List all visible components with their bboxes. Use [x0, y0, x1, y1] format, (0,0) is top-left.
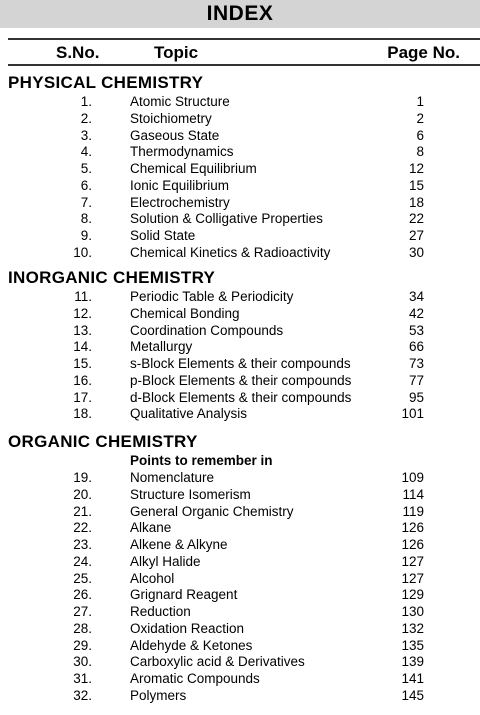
index-row: [0, 161, 480, 178]
row-number: 26.: [73, 587, 92, 603]
row-topic: Atomic Structure: [130, 94, 230, 109]
row-topic: Alcohol: [130, 570, 175, 586]
row-topic: Polymers: [130, 687, 187, 703]
row-page: 141: [401, 671, 424, 686]
index-row: [0, 373, 480, 390]
header-sno: S.No.: [56, 43, 100, 62]
row-page: 139: [401, 654, 424, 670]
row-number: 10.: [73, 244, 92, 260]
row-page: 73: [408, 356, 424, 371]
row-number: 25.: [73, 570, 92, 586]
index-row: [0, 178, 480, 195]
row-page: 6: [416, 127, 424, 143]
row-number: 11.: [74, 289, 92, 304]
row-page: 30: [408, 244, 424, 260]
row-page: 135: [401, 637, 424, 653]
row-topic: Alkyl Halide: [130, 553, 201, 569]
index-row: [0, 111, 480, 128]
row-number: 2.: [80, 110, 92, 126]
row-number: 27.: [73, 604, 92, 619]
row-page: 119: [402, 503, 424, 519]
row-topic: Stoichiometry: [130, 110, 212, 126]
index-row: [0, 504, 480, 521]
row-number: 9.: [80, 228, 92, 243]
index-row: [0, 520, 480, 537]
index-row: [0, 128, 480, 145]
row-number: 15.: [73, 356, 92, 371]
index-row: [0, 470, 480, 487]
row-page: 8: [416, 144, 424, 160]
row-number: 7.: [80, 194, 92, 210]
row-topic: p-Block Elements & their compounds: [130, 372, 352, 388]
row-number: 16.: [73, 372, 92, 388]
row-topic: Chemical Kinetics & Radioactivity: [130, 244, 331, 260]
row-page: 66: [408, 339, 424, 355]
row-number: 18.: [73, 406, 92, 422]
row-page: 42: [408, 305, 424, 321]
row-number: 32.: [73, 687, 92, 703]
row-topic: Grignard Reagent: [130, 587, 238, 603]
index-row: [0, 688, 480, 705]
index-row: [0, 211, 480, 228]
index-row: [0, 323, 480, 340]
row-topic: Qualitative Analysis: [130, 406, 248, 422]
row-page: 15: [408, 177, 424, 193]
index-row: [0, 406, 480, 423]
index-row: [0, 638, 480, 655]
index-row: [0, 356, 480, 373]
index-row: [0, 654, 480, 671]
row-topic: Alkane: [130, 520, 172, 536]
index-title-bar: [0, 0, 480, 28]
index-row: [0, 487, 480, 504]
row-topic: Chemical Bonding: [130, 305, 240, 321]
row-topic: Chemical Equilibrium: [130, 161, 257, 176]
row-page: 126: [401, 537, 424, 552]
row-number: 13.: [73, 322, 92, 338]
row-number: 19.: [73, 470, 92, 485]
row-topic: Ionic Equilibrium: [130, 177, 230, 193]
row-page: 145: [401, 687, 424, 703]
row-page: 1: [416, 94, 424, 109]
row-page: 53: [408, 322, 424, 338]
row-number: 14.: [73, 339, 92, 355]
row-number: 21.: [73, 503, 92, 519]
row-topic: Structure Isomerism: [130, 486, 251, 502]
row-topic: s-Block Elements & their compounds: [130, 356, 351, 371]
index-row: [0, 339, 480, 356]
page-title: INDEX: [206, 2, 274, 25]
row-number: 22.: [73, 520, 92, 536]
row-topic: Solid State: [130, 228, 196, 243]
section-subheading: Points to remember in: [130, 453, 273, 468]
row-page: 132: [401, 620, 424, 636]
row-topic: Periodic Table & Periodicity: [130, 289, 294, 304]
row-page: 34: [408, 289, 424, 304]
index-row: [0, 621, 480, 638]
row-topic: Aromatic Compounds: [130, 671, 260, 686]
row-topic: Metallurgy: [130, 339, 193, 355]
section-title: PHYSICAL CHEMISTRY: [8, 73, 204, 92]
row-topic: Coordination Compounds: [130, 322, 284, 338]
row-topic: Solution & Colligative Properties: [130, 211, 323, 227]
row-page: 109: [401, 470, 424, 485]
row-page: 22: [408, 211, 424, 227]
header-page: Page No.: [387, 43, 460, 62]
row-number: 20.: [73, 486, 92, 502]
section-title: INORGANIC CHEMISTRY: [8, 268, 216, 287]
index-row: [0, 604, 480, 621]
row-page: 12: [408, 161, 424, 176]
index-row: [0, 306, 480, 323]
index-row: [0, 671, 480, 688]
row-page: 129: [401, 587, 424, 603]
table-header: [8, 38, 480, 66]
index-row: [0, 537, 480, 554]
index-row: [0, 228, 480, 245]
row-page: 114: [402, 486, 424, 502]
row-number: 3.: [80, 127, 92, 143]
row-page: 130: [401, 604, 424, 619]
index-row: [0, 587, 480, 604]
index-row: [0, 554, 480, 571]
row-topic: Reduction: [130, 604, 191, 619]
row-page: 95: [408, 389, 424, 405]
row-page: 127: [401, 570, 424, 586]
row-topic: Nomenclature: [130, 470, 215, 485]
row-number: 6.: [80, 177, 92, 193]
index-row: [0, 571, 480, 588]
row-topic: Carboxylic acid & Derivatives: [130, 654, 305, 670]
index-row: [0, 195, 480, 212]
row-number: 1.: [80, 94, 92, 109]
section-title: ORGANIC CHEMISTRY: [8, 432, 198, 451]
row-number: 8.: [80, 211, 92, 227]
row-page: 27: [408, 228, 424, 243]
row-page: 2: [416, 110, 424, 126]
row-page: 126: [401, 520, 424, 536]
row-topic: Gaseous State: [130, 127, 220, 143]
row-topic: Thermodynamics: [130, 144, 234, 160]
index-row: [0, 94, 480, 111]
row-topic: Aldehyde & Ketones: [130, 637, 253, 653]
row-number: 23.: [73, 537, 92, 552]
header-topic: Topic: [154, 43, 199, 62]
row-topic: Oxidation Reaction: [130, 620, 245, 636]
row-topic: General Organic Chemistry: [130, 503, 294, 519]
row-topic: Alkene & Alkyne: [130, 537, 228, 552]
row-number: 31.: [73, 671, 92, 686]
row-number: 24.: [73, 553, 92, 569]
index-row: [0, 144, 480, 161]
row-page: 18: [408, 194, 424, 210]
row-page: 127: [401, 553, 424, 569]
index-row: [0, 390, 480, 407]
row-page: 101: [401, 406, 424, 422]
row-topic: d-Block Elements & their compounds: [130, 389, 352, 405]
row-number: 17.: [73, 389, 92, 405]
row-number: 4.: [80, 144, 92, 160]
index-row: [0, 289, 480, 306]
row-number: 28.: [73, 620, 92, 636]
row-number: 5.: [80, 161, 92, 176]
row-page: 77: [408, 372, 424, 388]
row-topic: Electrochemistry: [130, 194, 230, 210]
row-number: 29.: [73, 637, 92, 653]
row-number: 30.: [73, 654, 92, 670]
row-number: 12.: [73, 305, 92, 321]
index-row: [0, 245, 480, 262]
